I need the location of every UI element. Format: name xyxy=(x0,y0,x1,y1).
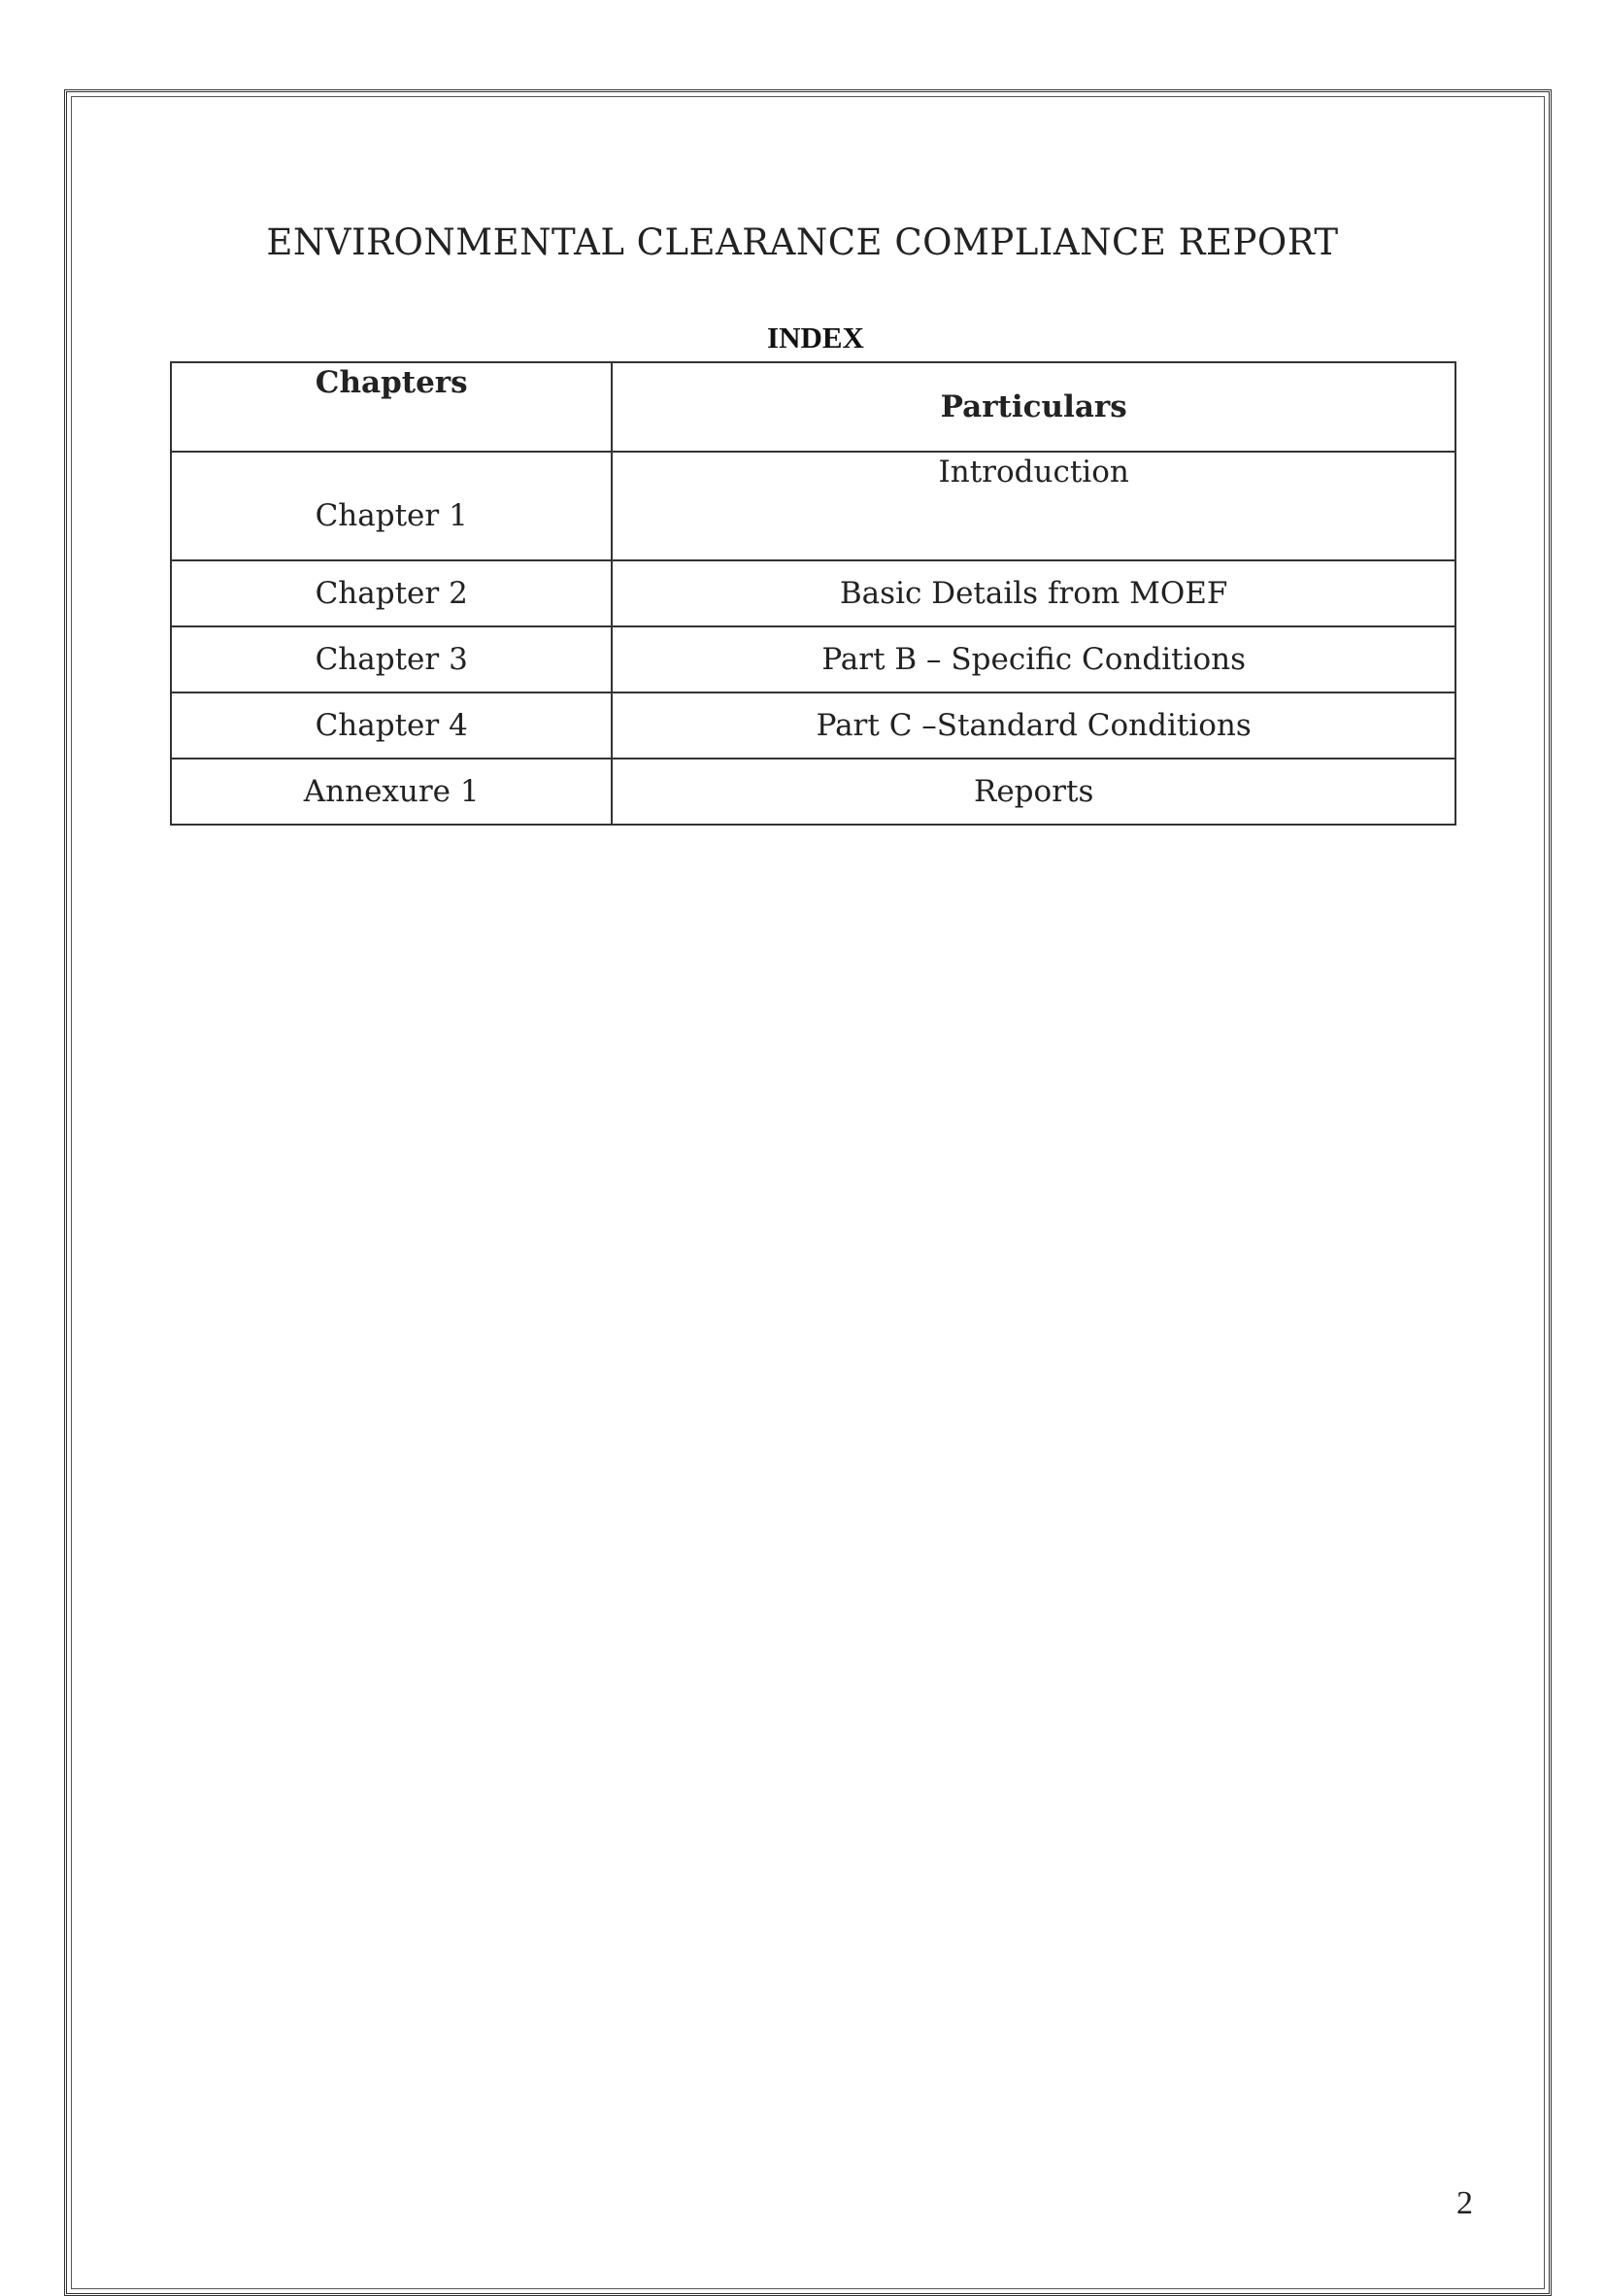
page-number: 2 xyxy=(1456,2185,1473,2221)
chapter-cell: Annexure 1 xyxy=(171,759,612,825)
index-heading: INDEX xyxy=(767,321,864,355)
report-title: ENVIRONMENTAL CLEARANCE COMPLIANCE REPORT xyxy=(266,221,1339,263)
table-header-row xyxy=(171,362,1455,452)
chapter-cell: Chapter 3 xyxy=(171,626,612,692)
table-row xyxy=(171,626,1455,692)
column-header-chapters-label: Chapters xyxy=(315,365,468,400)
particular-cell: Part C –Standard Conditions xyxy=(612,692,1455,759)
particular-cell: Reports xyxy=(612,759,1455,825)
table-row xyxy=(171,692,1455,759)
table-row xyxy=(171,759,1455,825)
chapter-cell: Chapter 2 xyxy=(171,560,612,626)
index-table xyxy=(170,361,1456,826)
column-header-chapters xyxy=(171,362,612,452)
particular-cell: Part B – Specific Conditions xyxy=(612,626,1455,692)
table-row xyxy=(171,452,1455,560)
chapter-cell: Chapter 4 xyxy=(171,692,612,759)
chapter-cell: Chapter 1 xyxy=(171,452,612,560)
table-row xyxy=(171,560,1455,626)
column-header-particulars: Particulars xyxy=(612,362,1455,452)
particular-cell: Basic Details from MOEF xyxy=(612,560,1455,626)
particular-cell: Introduction xyxy=(612,452,1455,560)
